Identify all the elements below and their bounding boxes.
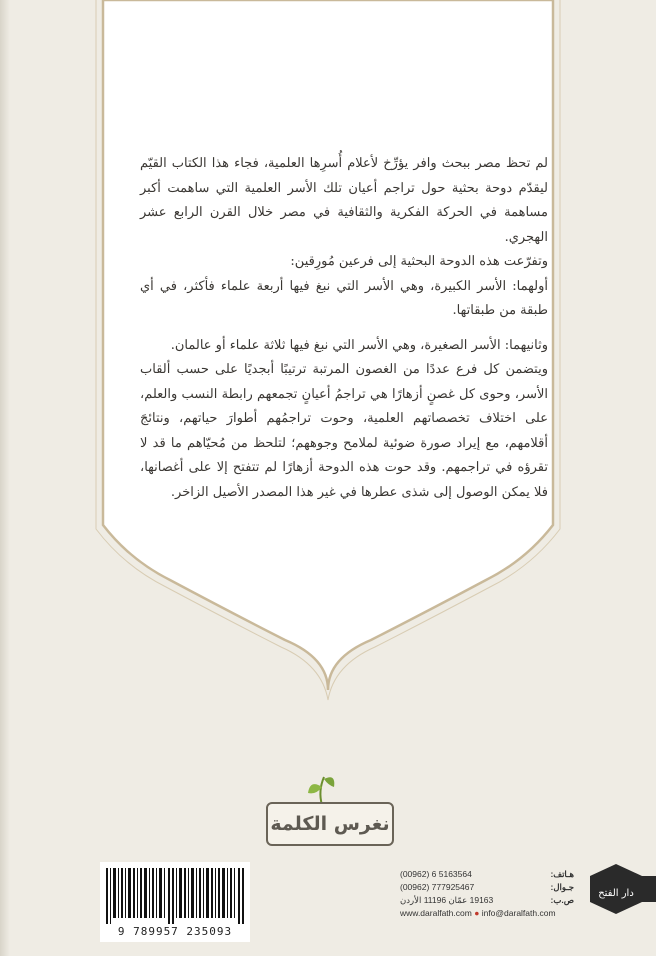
mobile-label: جـوال: xyxy=(550,882,574,892)
blurb-first-branch: أولهما: الأسر الكبيرة، وهي الأسر التي نبغ فيها أربعة علماء فأكثر، في أي طبقة من طبقاتها. xyxy=(140,278,548,318)
phone-row xyxy=(400,868,574,881)
blurb-branches: وتفرّعت هذه الدوحة البحثية إلى فرعين مُورِقين: xyxy=(290,254,548,269)
mobile-value: (00962) 777925467 xyxy=(400,882,475,892)
blurb-intro: لم تحظ مصر ببحث وافر يؤرِّخ لأعلام أُسرِها العلمية، فجاء هذا الكتاب القيّم ليقدّم دوحة بحثية حول تراجم أعيان تلك الأسر العلمية التي ساهمت أكبر مساهمة في الحركة الفكرية والثقافية في مصر خلال القرن الرابع عشر الهجري. xyxy=(140,156,548,245)
blurb-second-branch: وثانيهما: الأسر الصغيرة، وهي الأسر التي نبغ فيها ثلاثة علماء أو عالمان. xyxy=(170,337,548,353)
publisher-mark-text: دار الفتح xyxy=(598,888,634,899)
blurb-contents: ويتضمن كل فرع عددًا من الغصون المرتبة ترتيبًا أبجديًا على حسب ألقاب الأسر، وحوى كل غصنٍ أزهارًا هي تراجمُ أعيانٍ تجمعهم رابطة النسب والعلم، على اختلاف تخصصاتهم العلمية، وحوت تراجمُهم أطوارَ حياتهم، ونتائجَ أقلامهم، مع إيراد صورة ضوئية لملامح وجوههم؛ لتلحظ من مُحيّاهم ما قد لا تقرؤه في تراجمهم. وقد حوت هذه الدوحة أزهارًا لم تتفتح إلا على أغصانها، فلا يمكن الوصول إلى شذى عطرها في غير هذا المصدر الأصيل الزاخر. xyxy=(140,362,548,500)
isbn-number: 9 789957 235093 xyxy=(117,925,233,938)
back-cover-blurb xyxy=(140,152,548,505)
website-link[interactable]: www.daralfath.com xyxy=(400,908,472,918)
pobox-value: 19163 عمّان 11196 الأردن xyxy=(400,895,494,905)
phone-label: هـاتف: xyxy=(550,869,574,879)
email-link[interactable]: info@daralfath.com xyxy=(481,908,556,918)
publisher-logo xyxy=(582,852,656,926)
mobile-row xyxy=(400,881,574,894)
phone-value: (00962) 6 5163564 xyxy=(400,869,472,879)
bullet-icon: ● xyxy=(474,908,480,918)
web-row xyxy=(400,907,574,920)
publisher-contact xyxy=(400,868,574,920)
imprint-logo: نغرس الكلمة xyxy=(266,802,394,846)
pobox-label: ص.ب: xyxy=(550,895,574,905)
pobox-row xyxy=(400,894,574,907)
isbn-barcode xyxy=(100,862,250,942)
barcode-bars xyxy=(106,868,244,924)
